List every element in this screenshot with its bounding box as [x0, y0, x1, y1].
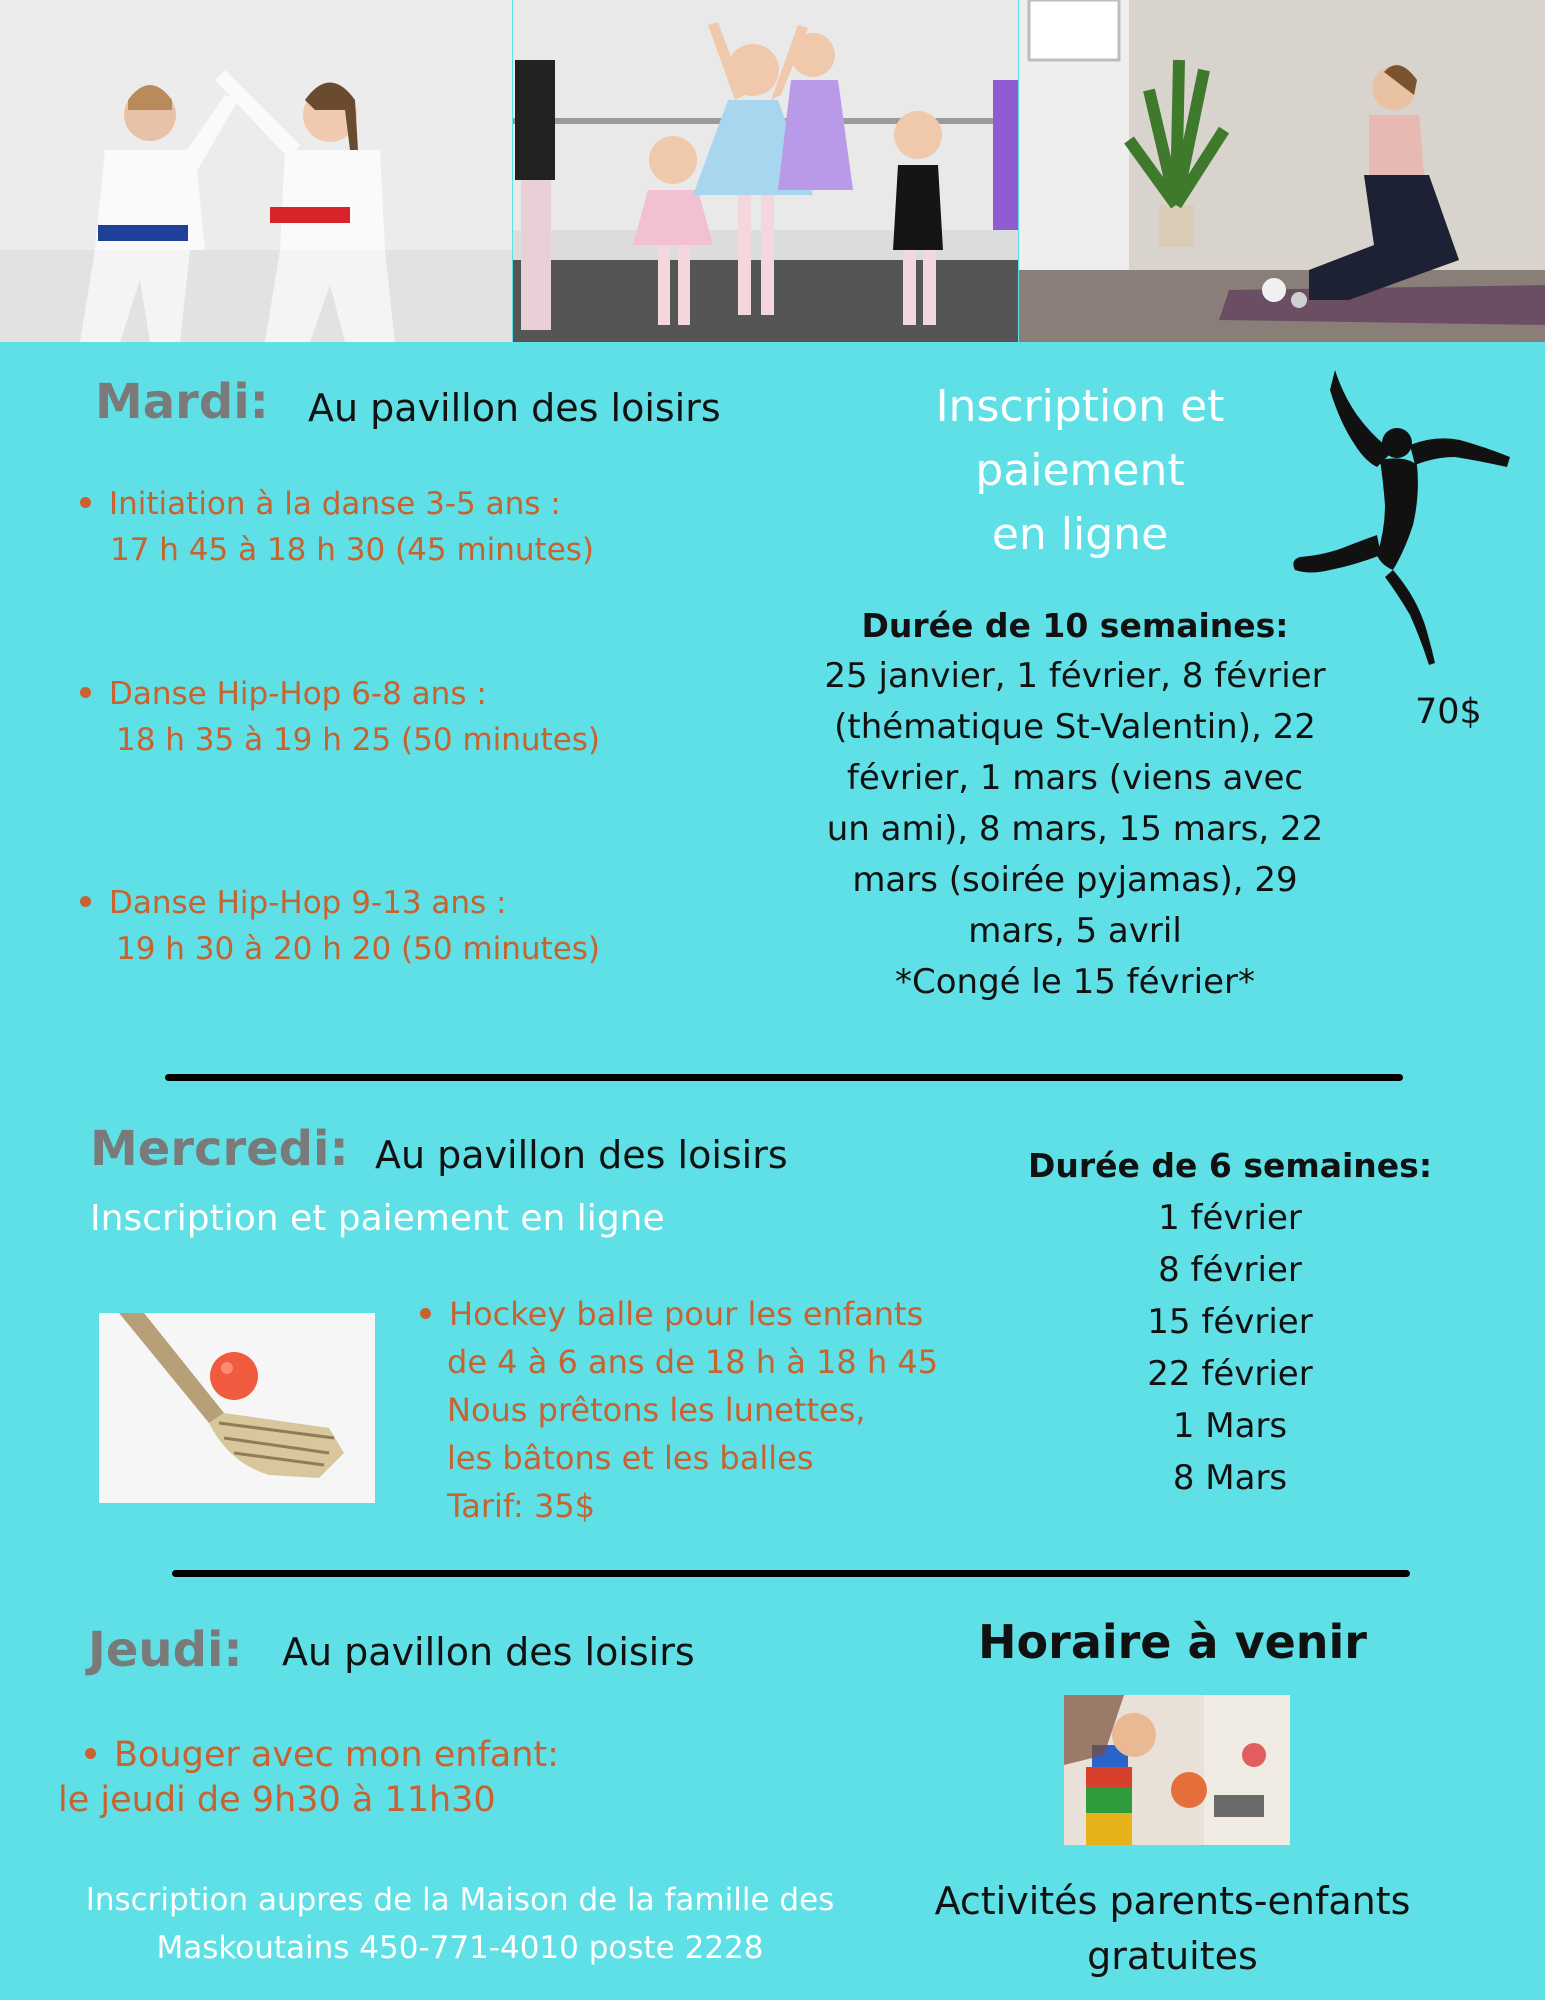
bullet-icon: [85, 1748, 96, 1759]
date-line: 22 février: [1147, 1354, 1313, 1394]
date-line: 8 Mars: [1172, 1458, 1288, 1498]
item-time: 17 h 45 à 18 h 30 (45 minutes): [110, 532, 595, 568]
footer-line: Inscription aupres de la Maison de la famille des: [85, 1882, 835, 1918]
inscription-line: Inscription et: [935, 381, 1225, 432]
karate-photo: [0, 0, 512, 342]
bullet-icon: [80, 497, 91, 508]
bullet-icon: [420, 1308, 431, 1319]
horaire-heading: Horaire à venir: [978, 1615, 1367, 1669]
duration-title: Durée de 10 semaines:: [861, 606, 1289, 645]
date-line: 1 Mars: [1172, 1406, 1288, 1446]
date-line: 25 janvier, 1 février, 8 février: [824, 656, 1326, 696]
item-line: Bouger avec mon enfant:: [114, 1735, 559, 1775]
mardi-inscription: [880, 375, 1280, 567]
activities-line: gratuites: [1087, 1934, 1258, 1978]
jeudi-day-heading: Jeudi:: [88, 1622, 243, 1678]
activities-line: Activités parents-enfants: [934, 1879, 1411, 1923]
yoga-photo: [1019, 0, 1545, 342]
list-item: [80, 880, 600, 972]
date-line: 15 février: [1147, 1302, 1313, 1342]
item-line: les bâtons et les balles: [447, 1439, 814, 1477]
jeudi-venue: Au pavillon des loisirs: [282, 1630, 695, 1674]
list-item: [85, 1728, 559, 1782]
item-time: 18 h 35 à 19 h 25 (50 minutes): [116, 722, 601, 758]
item-time: 19 h 30 à 20 h 20 (50 minutes): [116, 931, 601, 967]
section-divider: [165, 1074, 1403, 1081]
list-item: [80, 481, 594, 573]
mercredi-inscription: Inscription et paiement en ligne: [90, 1198, 665, 1239]
item-line: de 4 à 6 ans de 18 h à 18 h 45: [447, 1343, 939, 1381]
inscription-line: paiement: [975, 445, 1185, 496]
date-line: mars, 5 avril: [968, 911, 1182, 951]
item-title: Danse Hip-Hop 6-8 ans :: [109, 676, 487, 712]
mercredi-dates-block: [1010, 1140, 1450, 1504]
activities-text: [920, 1874, 1425, 1984]
list-item: [420, 1290, 938, 1530]
hockey-stick-photo: [99, 1313, 375, 1503]
section-divider: [172, 1570, 1410, 1577]
item-line: Nous prêtons les lunettes,: [447, 1391, 866, 1429]
toys-photo: [1064, 1695, 1290, 1845]
jeudi-item-time: le jeudi de 9h30 à 11h30: [58, 1780, 496, 1820]
mercredi-venue: Au pavillon des loisirs: [375, 1133, 788, 1177]
item-title: Danse Hip-Hop 9-13 ans :: [109, 885, 507, 921]
item-line: Hockey balle pour les enfants: [449, 1295, 924, 1333]
date-line: (thématique St-Valentin), 22: [834, 707, 1316, 747]
item-line: Tarif: 35$: [447, 1487, 596, 1525]
mercredi-day-heading: Mercredi:: [90, 1121, 349, 1177]
date-line: *Congé le 15 février*: [895, 962, 1255, 1002]
bullet-icon: [80, 896, 91, 907]
date-line: 8 février: [1158, 1250, 1302, 1290]
date-line: un ami), 8 mars, 15 mars, 22: [826, 809, 1324, 849]
footer-line: Maskoutains 450-771-4010 poste 2228: [156, 1930, 764, 1966]
mardi-price: 70$: [1415, 692, 1482, 732]
inscription-line: en ligne: [991, 509, 1169, 560]
item-title: Initiation à la danse 3-5 ans :: [109, 486, 561, 522]
dance-kids-photo: [513, 0, 1018, 342]
date-line: février, 1 mars (viens avec: [846, 758, 1304, 798]
mardi-venue: Au pavillon des loisirs: [308, 386, 721, 430]
mardi-day-heading: Mardi:: [95, 374, 269, 430]
jeudi-footer: [40, 1876, 880, 1972]
date-line: mars (soirée pyjamas), 29: [852, 860, 1298, 900]
mardi-dates-block: [810, 600, 1340, 1008]
duration-title: Durée de 6 semaines:: [1027, 1146, 1433, 1185]
date-line: 1 février: [1158, 1198, 1302, 1238]
bullet-icon: [80, 687, 91, 698]
list-item: [80, 671, 600, 763]
